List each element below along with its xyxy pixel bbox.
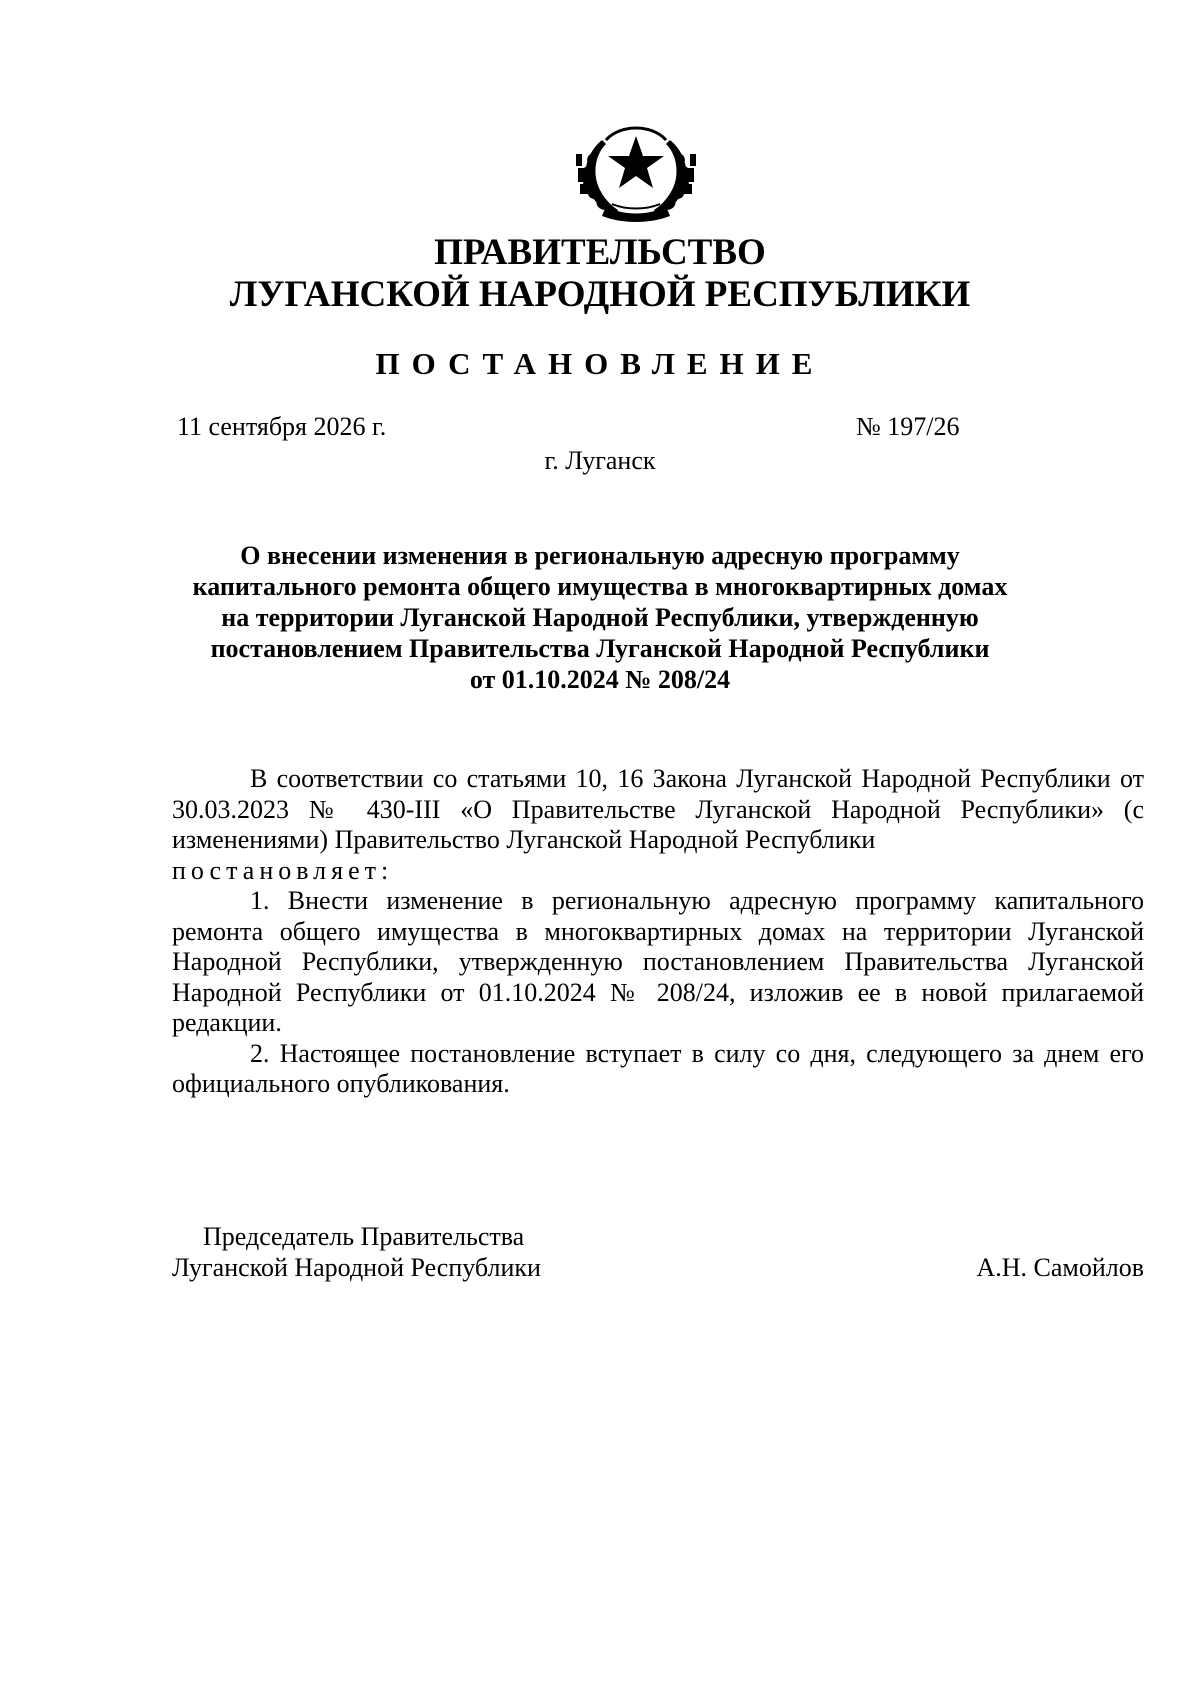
item-1-paragraph: 1. Внести изменение в региональную адресную программу капитального ремонта общего имущества в многоквартирных домах на территории Луганской Народной Республики, утвержденную постановлением Правительства Луганской Народной Республики от 01.10.2024 № 208/24, изложив ее в новой прилагаемой редакции.: [172, 886, 1144, 1037]
document-type-heading: ПОСТАНОВЛЕНИЕ: [375, 346, 825, 381]
signatory-name: А.Н. Самойлов: [976, 1252, 1144, 1282]
item-2-paragraph: 2. Настоящее постановление вступает в силу со дня, следующего за днем его официального опубликования.: [172, 1038, 1144, 1098]
decree-word: постановляет:: [172, 855, 394, 885]
document-number: № 197/26: [856, 412, 960, 441]
subject-line: О внесении изменения в региональную адресную программу: [240, 541, 960, 570]
subject-line: на территории Луганской Народной Республики, утвержденную: [221, 603, 979, 632]
subject-line: от 01.10.2024 № 208/24: [469, 665, 731, 694]
document-subject: [150, 540, 1050, 695]
lpr-coat-of-arms-emblem-icon: [572, 118, 700, 226]
document-body: [172, 764, 1144, 1100]
org-title-line2: ЛУГАНСКОЙ НАРОДНОЙ РЕСПУБЛИКИ: [229, 274, 971, 315]
org-title-line1: ПРАВИТЕЛЬСТВО: [434, 232, 766, 273]
subject-line: постановлением Правительства Луганской Народной Республики: [210, 634, 990, 663]
signatory-position-line1: Председатель Правительства: [203, 1222, 525, 1251]
subject-line: капитального ремонта общего имущества в многоквартирных домах: [192, 572, 1008, 601]
signature-block: [172, 1222, 1144, 1283]
signatory-position-line2: Луганской Народной Республики: [172, 1252, 541, 1282]
document-city: г. Луганск: [544, 446, 656, 475]
preamble-paragraph: В соответствии со статьями 10, 16 Закона Луганской Народной Республики от 30.03.2023 № 430-III «О Правительстве Луганской Народной Республики» (с изменениями) Правительство Луганской Народной Республики: [172, 764, 1144, 854]
document-date: 11 сентября 2026 г.: [177, 412, 387, 441]
